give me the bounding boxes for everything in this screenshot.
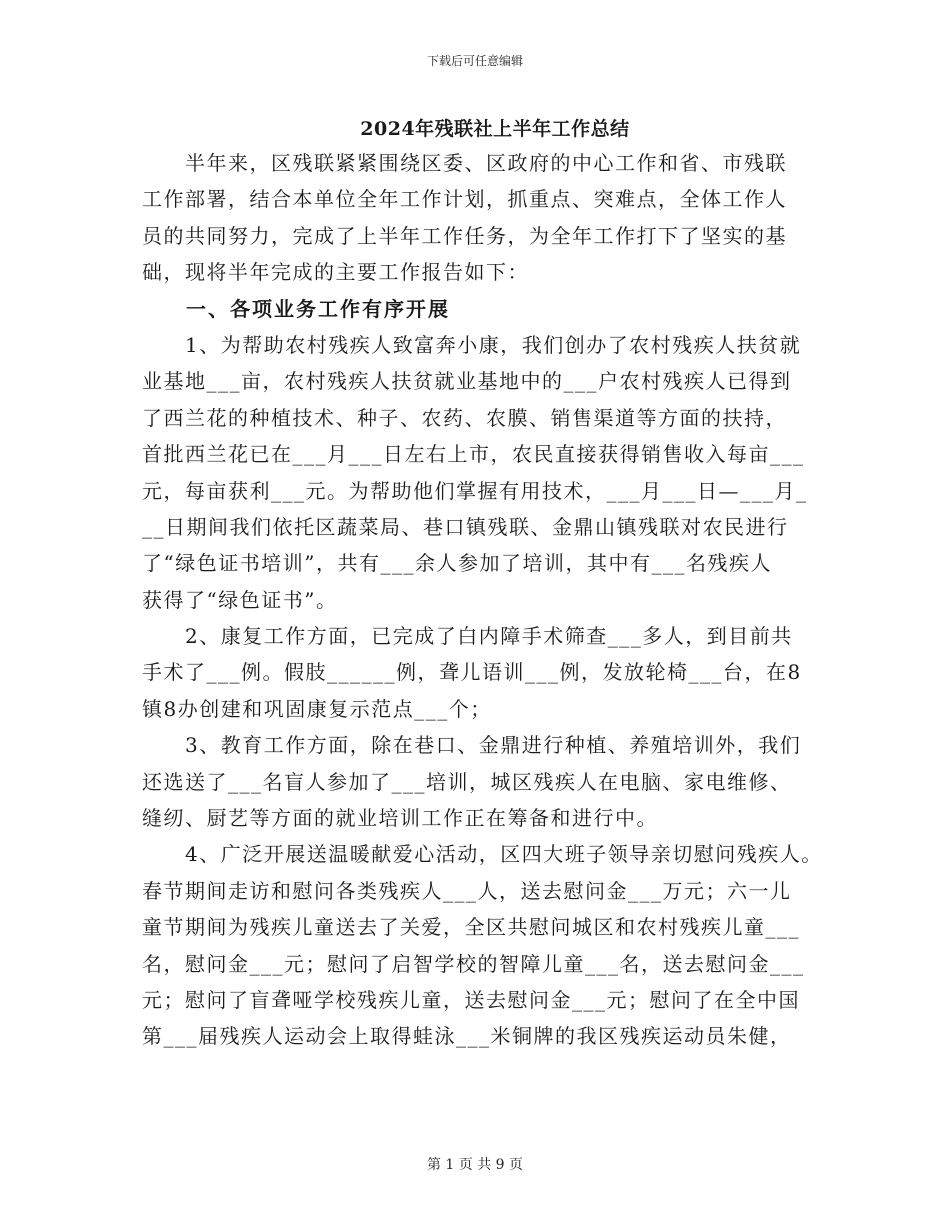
body-line: 春节期间走访和慰问各类残疾人___人，送去慰问金___万元；六一儿: [142, 878, 792, 903]
body-line: 业基地___亩，农村残疾人扶贫就业基地中的___户农村残疾人已得到: [142, 369, 792, 394]
document-title: 2024年残联社上半年工作总结: [360, 118, 630, 140]
body-line: 首批西兰花已在___月___日左右上市，农民直接获得销售收入每亩___: [142, 442, 805, 467]
body-line: 了西兰花的种植技术、种子、农药、农膜、销售渠道等方面的扶持，: [142, 405, 787, 430]
body-line: 半年来，区残联紧紧围绕区委、区政府的中心工作和省、市残联: [142, 151, 787, 175]
body-line: 元，每亩获利___元。为帮助他们掌握有用技术，___月___日—___月_: [142, 478, 808, 503]
body-line: 3、教育工作方面，除在巷口、金鼎进行种植、养殖培训外，我们: [142, 733, 802, 758]
header-note: 下载后可任意编辑: [426, 54, 523, 68]
body-line: 缝纫、厨艺等方面的就业培训工作正在筹备和进行中。: [142, 806, 658, 831]
body-line: 名，慰问金___元；慰问了启智学校的智障儿童___名，送去慰问金___: [142, 951, 805, 976]
page-footer: 第 1 页 共 9 页: [426, 1157, 524, 1173]
section-heading: 一、各项业务工作有序开展: [142, 296, 450, 321]
body-line: 了“绿色证书培训”，共有___余人参加了培训，其中有___名残疾人: [142, 551, 772, 576]
body-line: __日期间我们依托区蔬菜局、巷口镇残联、金鼎山镇残联对农民进行: [142, 514, 789, 539]
body-line: 镇8办创建和巩固康复示范点___个；: [142, 696, 492, 721]
body-line: 还选送了___名盲人参加了___培训，城区残疾人在电脑、家电维修、: [142, 769, 792, 794]
body-line: 2、康复工作方面，已完成了白内障手术筛查___多人，到目前共: [142, 624, 793, 649]
body-line: 童节期间为残疾儿童送去了关爱，全区共慰问城区和农村残疾儿童___: [142, 915, 800, 940]
document-body: [142, 145, 822, 1055]
body-line: 第___届残疾人运动会上取得蛙泳___米铜牌的我区残疾运动员朱健，: [142, 1024, 792, 1049]
body-line: 工作部署，结合本单位全年工作计划，抓重点、突难点，全体工作人: [142, 187, 787, 212]
body-line: 手术了___例。假肢______例，聋儿语训___例，发放轮椅___台，在8: [142, 660, 802, 685]
body-line: 元；慰问了盲聋哑学校残疾儿童，送去慰问金___元；慰问了在全中国: [142, 987, 800, 1012]
body-line: 础，现将半年完成的主要工作报告如下：: [142, 260, 529, 285]
body-line: 员的共同努力，完成了上半年工作任务，为全年工作打下了坚实的基: [142, 223, 787, 248]
body-line: 4、广泛开展送温暖献爱心活动，区四大班子领导亲切慰问残疾人。: [142, 842, 823, 867]
body-line: 获得了“绿色证书”。: [142, 587, 338, 612]
body-line: 1、为帮助农村残疾人致富奔小康，我们创办了农村残疾人扶贫就: [142, 332, 802, 357]
